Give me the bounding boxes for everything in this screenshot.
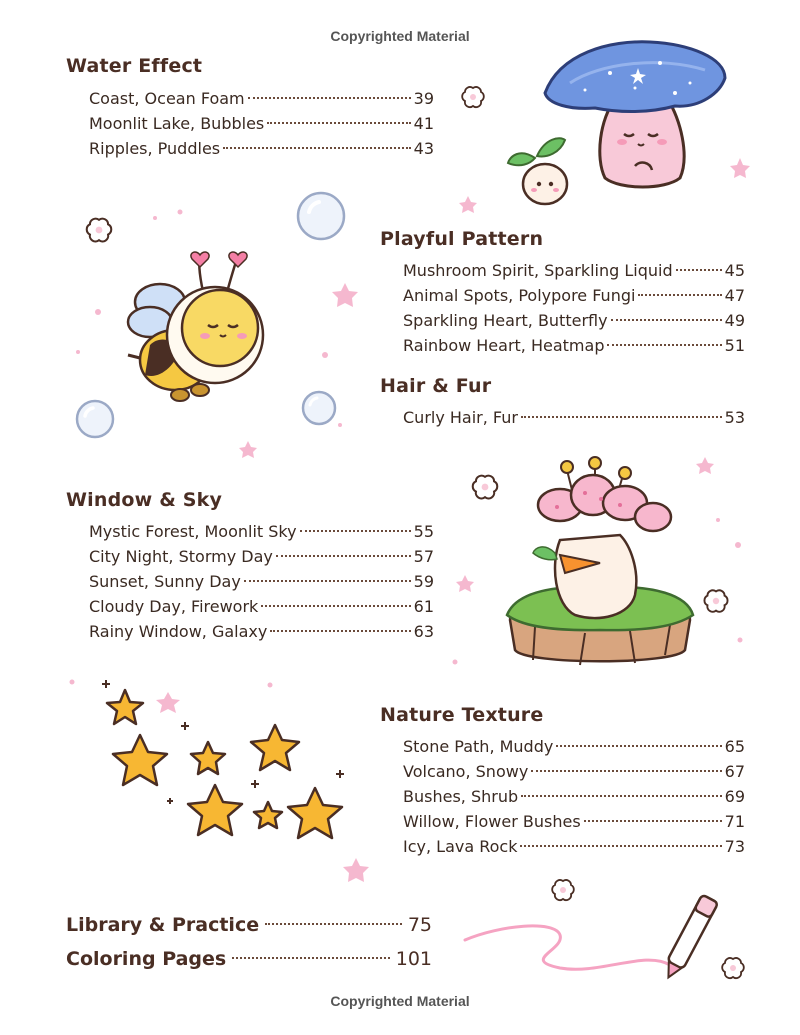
leader-dots: [276, 555, 411, 557]
section-title-nature-texture: Nature Texture: [380, 704, 544, 726]
entry-label: Rainbow Heart, Heatmap: [403, 336, 605, 355]
entry-label: Willow, Flower Bushes: [403, 812, 581, 831]
entry-label: Stone Path, Muddy: [403, 737, 554, 756]
entry-label: Cloudy Day, Firework: [89, 597, 259, 616]
toc-entry[interactable]: [89, 136, 434, 161]
toc-entry[interactable]: [403, 834, 745, 859]
entry-page: 67: [724, 762, 745, 781]
flower-doodle-icon: [458, 82, 488, 112]
entry-page: 59: [413, 572, 434, 591]
leader-dots: [556, 745, 721, 747]
leader-dots: [676, 269, 722, 271]
entry-page: 41: [413, 114, 434, 133]
pen-icon: [460, 880, 730, 990]
star-cluster-icon: [90, 680, 360, 860]
entry-page: 47: [724, 286, 745, 305]
entry-label: Icy, Lava Rock: [403, 837, 518, 856]
leader-dots: [520, 845, 721, 847]
leader-dots: [607, 344, 721, 346]
toc-nature-texture: [403, 734, 745, 859]
flower-doodle-icon: [468, 470, 502, 504]
leader-dots: [267, 122, 410, 124]
leader-dots: [611, 319, 722, 321]
toc-entry[interactable]: [403, 283, 745, 308]
toc-entry[interactable]: [403, 809, 745, 834]
toc-window-sky: [89, 519, 434, 644]
entry-label: Ripples, Puddles: [89, 139, 221, 158]
entry-label: Sunset, Sunny Day: [89, 572, 241, 591]
toc-entry[interactable]: [403, 784, 745, 809]
leader-dots: [300, 530, 411, 532]
leader-dots: [265, 923, 402, 925]
entry-label: Curly Hair, Fur: [403, 408, 518, 427]
toc-entry-coloring-pages[interactable]: [66, 942, 432, 976]
entry-label: Library & Practice: [66, 914, 260, 936]
entry-page: 73: [724, 837, 745, 856]
entry-page: 45: [724, 261, 745, 280]
entry-label: City Night, Stormy Day: [89, 547, 273, 566]
toc-entry[interactable]: [89, 544, 434, 569]
entry-page: 49: [724, 311, 745, 330]
section-title-hair-fur: Hair & Fur: [380, 375, 492, 397]
toc-final: [66, 908, 432, 976]
toc-entry[interactable]: [89, 519, 434, 544]
entry-label: Coloring Pages: [66, 948, 227, 970]
radish-sprout-icon: [505, 128, 570, 208]
entry-label: Bushes, Shrub: [403, 787, 519, 806]
toc-entry[interactable]: [89, 594, 434, 619]
bubble-icon: [300, 389, 338, 427]
entry-label: Mushroom Spirit, Sparkling Liquid: [403, 261, 673, 280]
entry-page: 55: [413, 522, 434, 541]
toc-entry-library-practice[interactable]: [66, 908, 432, 942]
toc-entry[interactable]: [89, 86, 434, 111]
leader-dots: [638, 294, 721, 296]
leader-dots: [248, 97, 411, 99]
entry-label: Moonlit Lake, Bubbles: [89, 114, 265, 133]
entry-page: 69: [724, 787, 745, 806]
toc-entry[interactable]: [403, 734, 745, 759]
toc-entry[interactable]: [403, 258, 745, 283]
toc-entry[interactable]: [403, 759, 745, 784]
leader-dots: [531, 770, 721, 772]
entry-page: 101: [395, 948, 432, 970]
entry-label: Mystic Forest, Moonlit Sky: [89, 522, 297, 541]
watermark-top: Copyrighted Material: [330, 28, 470, 44]
entry-page: 57: [413, 547, 434, 566]
entry-page: 65: [724, 737, 745, 756]
entry-page: 71: [724, 812, 745, 831]
toc-entry[interactable]: [403, 333, 745, 358]
entry-page: 43: [413, 139, 434, 158]
toc-entry[interactable]: [403, 308, 745, 333]
leader-dots: [584, 820, 722, 822]
leader-dots: [232, 957, 390, 959]
toc-entry[interactable]: [403, 405, 745, 430]
entry-label: Volcano, Snowy: [403, 762, 529, 781]
leader-dots: [270, 630, 410, 632]
toc-entry[interactable]: [89, 569, 434, 594]
leader-dots: [521, 416, 722, 418]
section-title-playful-pattern: Playful Pattern: [380, 228, 544, 250]
entry-label: Animal Spots, Polypore Fungi: [403, 286, 636, 305]
bubble-icon: [295, 190, 347, 242]
leader-dots: [261, 605, 410, 607]
entry-page: 39: [413, 89, 434, 108]
leader-dots: [244, 580, 411, 582]
entry-page: 63: [413, 622, 434, 641]
leader-dots: [521, 795, 722, 797]
toc-entry[interactable]: [89, 619, 434, 644]
entry-page: 53: [724, 408, 745, 427]
flower-doodle-icon: [82, 213, 116, 247]
toc-entry[interactable]: [89, 111, 434, 136]
entry-label: Rainy Window, Galaxy: [89, 622, 268, 641]
entry-page: 61: [413, 597, 434, 616]
flower-doodle-icon: [700, 585, 732, 617]
toc-hair-fur: [403, 405, 745, 430]
entry-page: 75: [407, 914, 432, 936]
toc-water-effect: [89, 86, 434, 161]
toc-playful-pattern: [403, 258, 745, 358]
watermark-bottom: Copyrighted Material: [330, 993, 470, 1009]
bubble-icon: [74, 398, 116, 440]
section-title-window-sky: Window & Sky: [66, 489, 223, 511]
entry-page: 51: [724, 336, 745, 355]
entry-label: Sparkling Heart, Butterfly: [403, 311, 608, 330]
section-title-water-effect: Water Effect: [66, 55, 203, 77]
leader-dots: [223, 147, 411, 149]
entry-label: Coast, Ocean Foam: [89, 89, 245, 108]
bee-icon: [120, 240, 290, 415]
flower-creature-icon: [505, 455, 695, 675]
